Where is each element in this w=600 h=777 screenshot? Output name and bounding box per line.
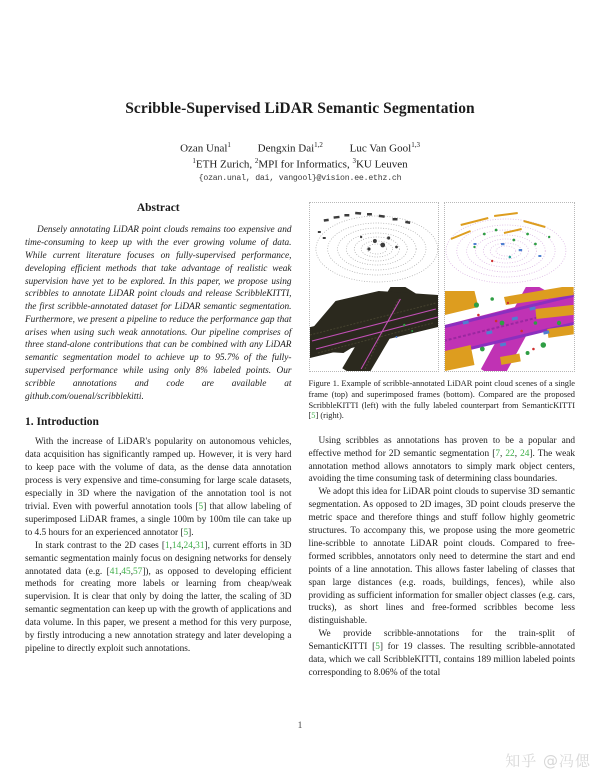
author-1	[180, 141, 231, 155]
left-column	[25, 202, 292, 656]
page-title: Scribble-Supervised LiDAR Semantic Segmentation	[125, 100, 475, 117]
author-line	[0, 141, 600, 155]
affil-text: ETH Zurich,	[195, 158, 255, 171]
abstract-heading: Abstract	[136, 202, 180, 215]
right-paragraph-3: We provide scribble-annotations for the train-split of SemanticKITTI [5] for 19 classes. The resulting scribble-annotated data, which we call ScribbleKITTI, contains 189 million labeled points corresponding to 8.06% of the total	[308, 629, 576, 678]
author-3	[350, 141, 420, 155]
author-name: Ozan Unal	[180, 142, 228, 155]
right-column	[309, 202, 576, 680]
author-2	[258, 141, 323, 155]
figure-1	[309, 202, 576, 372]
author-sup: 1	[227, 141, 231, 149]
affil-sup: 2	[254, 156, 259, 165]
section-heading-introduction: 1. Introduction	[25, 416, 99, 429]
affil-sup: 1	[192, 156, 196, 165]
affil-text: MPI for Informatics,	[258, 158, 353, 171]
right-paragraph-1: Using scribbles as annotations has proven to be a popular and effective method for 2D semantic segmentation [7, 22, 24]. The weak annotation method allows annotators to simply mark object centers, avoiding the time consuming task of determining class boundaries.	[308, 435, 575, 485]
affil-text: KU Leuven	[355, 158, 408, 171]
affiliation-line	[0, 157, 600, 171]
lidar-pointcloud-graphic-left	[310, 203, 439, 371]
affil-sup: 3	[352, 156, 356, 165]
figure-panel-scribblekitti	[309, 202, 440, 372]
zhihu-watermark: 知乎 @冯偲	[505, 752, 591, 770]
author-name: Dengxin Dai	[257, 142, 315, 155]
intro-paragraph-1: With the increase of LiDAR's popularity on autonomous vehicles, data acquisition has significantly ramped up. However, it is very hard to keep pace with the volume of data, as the dense data annotation process is very expensive and time-consuming for large scale datasets, especially in 3D where the navigation of the annotation tool is not trivial. Even with powerful annotation tools [5] that allow labeling of superimposed LiDAR frames, a single 100m by 100m tile can take up to 4.5 hours for an experienced annotator [5].	[25, 437, 292, 538]
two-column-body	[0, 202, 600, 680]
intro-paragraph-2: In stark contrast to the 2D cases [1,14,24,31], current efforts in 3D semantic segmentation mainly focus on designing networks for densely annotated data (e.g. [41,45,57]), as opposed to developing efficient methods for creating more labels or learning from cheap/weak supervision. It is clear that only by doing the latter, the scaling of 3D semantic segmentation can keep up with the growth of applications and data volume. In this paper, we present a method for this very purpose, by firstly introducing a new annotation strategy and later developing a pipeline to directly exploit such annotations.	[25, 540, 292, 654]
author-sup: 1,2	[314, 141, 323, 149]
author-name: Luc Van Gool	[349, 142, 412, 155]
right-paragraph-2: We adopt this idea for LiDAR point clouds to supervise 3D semantic segmentation. As opposed to 2D images, 3D point clouds preserve the metric space and therefore things and stuff follow highly geometric structures. To accompany this, we propose using the more geometric line-scribble to annotate LiDAR point clouds. Compared to free-formed scribbles, annotators only need to determine the start and end points of a line annotation. This allows faster labeling of classes that span large distances (e.g. roads, buildings, fences), while also providing as sufficient information for smaller object classes (e.g. cars, trucks), as short lines and free-formed scribbles become less distinguishable.	[308, 487, 575, 627]
author-email: {ozan.unal, dai, vangool}@vision.ee.ethz.ch	[198, 174, 402, 184]
author-sup: 1,3	[411, 141, 420, 149]
abstract-text: Densely annotating LiDAR point clouds remains too expensive and time-consuming to keep up with the ever growing volume of data. While current literature focuses on fully-supervised performance, developing efficient methods that take advantage of realistic weak supervision have yet to be explored. In this paper, we propose using scribbles to annotate LiDAR point clouds and release ScribbleKITTI, the first scribble-annotated dataset for LiDAR semantic segmentation. Furthermore, we present a pipeline to reduce the performance gap that arises when using such weak annotations. Our pipeline comprises of three stand-alone contributions that can be combined with any LiDAR semantic segmentation model to achieve up to 95.7% of the fully-supervised performance while using only 8% labeled points. Our scribble annotations and code are available at github.com/ouenal/scribblekitti.	[25, 225, 292, 402]
figure-panel-semantickitti	[444, 202, 575, 372]
page-number: 1	[297, 721, 303, 731]
figure-1-caption: Figure 1. Example of scribble-annotated LiDAR point cloud scenes of a single frame (top) and superimposed frames (bottom). Compared are the proposed ScribbleKITTI (left) with the fully labeled counterpart from SemanticKITTI [5] (right).	[308, 379, 575, 421]
lidar-pointcloud-graphic-right	[445, 203, 574, 371]
